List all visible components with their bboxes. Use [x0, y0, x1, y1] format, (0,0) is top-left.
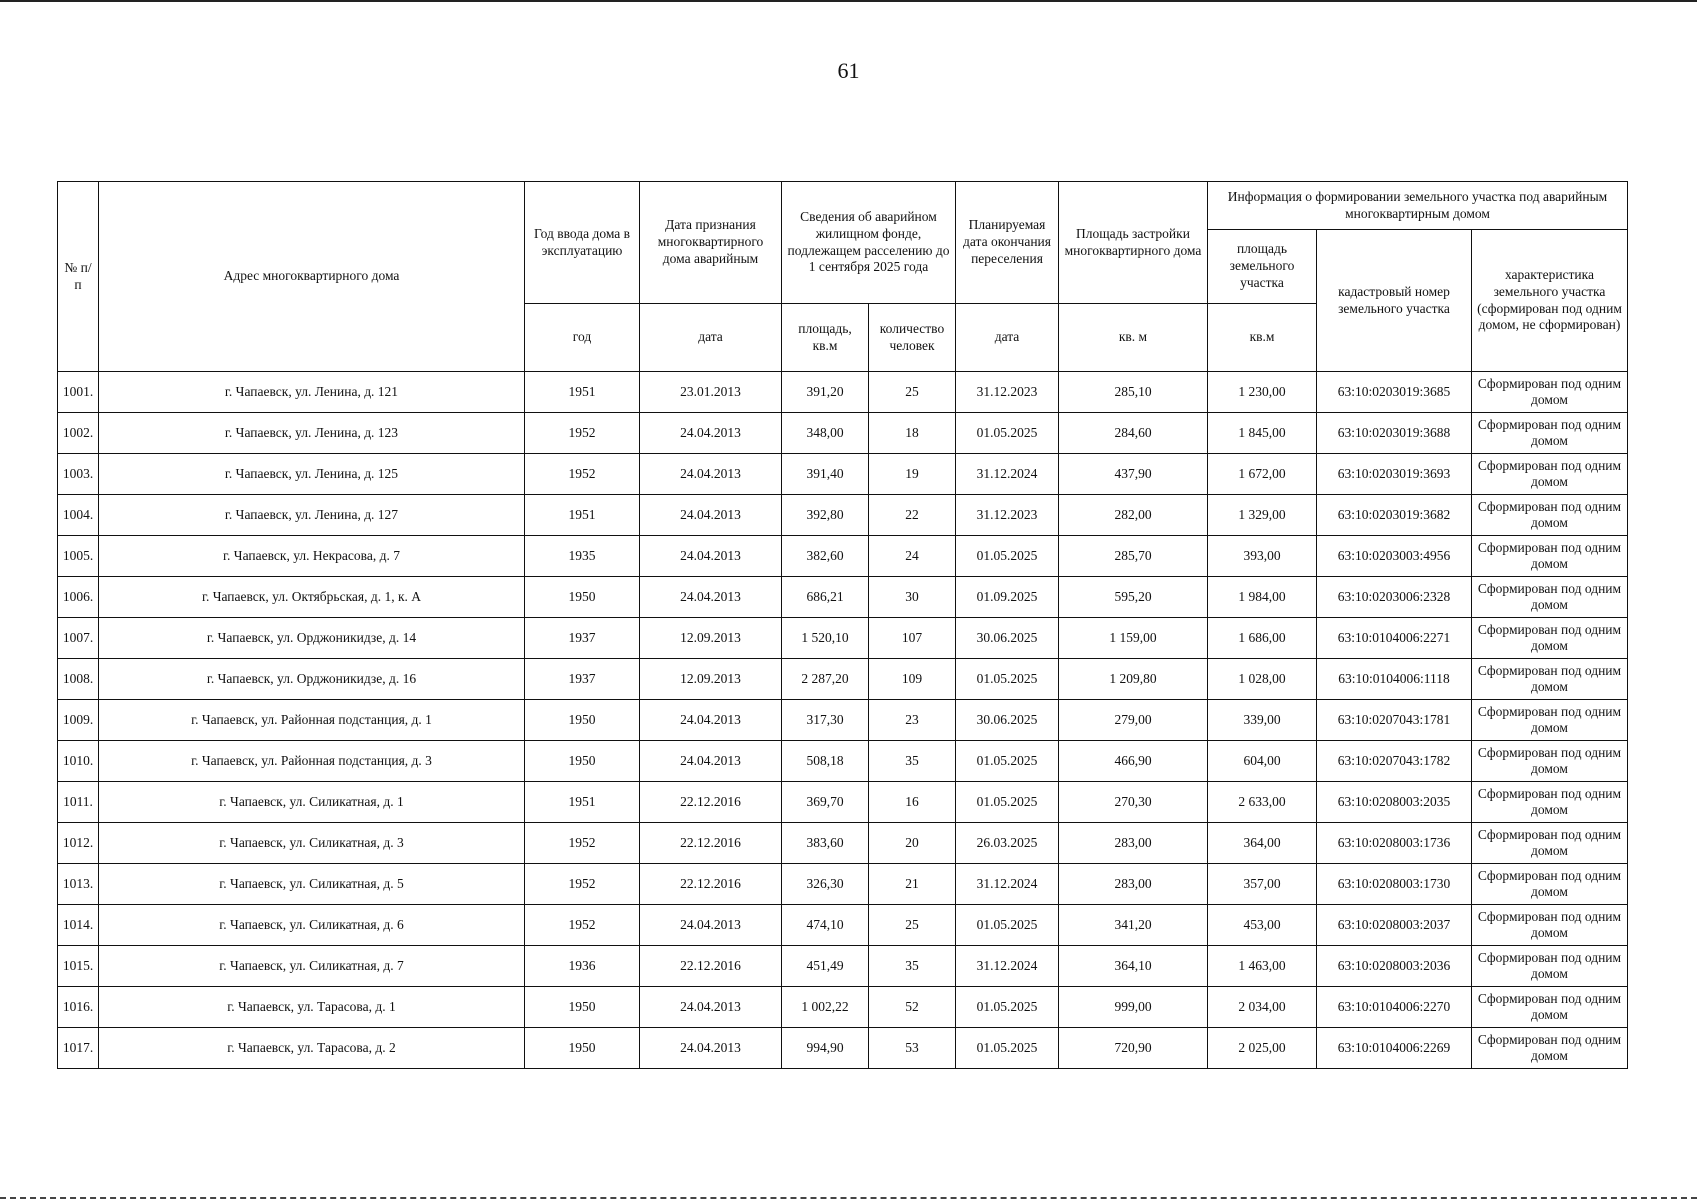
row-area: 474,10 — [782, 905, 869, 946]
header-address: Адрес многоквартирного дома — [99, 182, 525, 372]
unit-date: дата — [640, 304, 782, 372]
row-land-char: Сформирован под одним домом — [1472, 905, 1628, 946]
table-row — [58, 454, 1628, 495]
row-number: 1001. — [58, 372, 99, 413]
unit-built-area: кв. м — [1059, 304, 1208, 372]
row-land-area: 1 672,00 — [1208, 454, 1317, 495]
row-number: 1005. — [58, 536, 99, 577]
row-cadastral: 63:10:0203019:3682 — [1317, 495, 1472, 536]
row-cadastral: 63:10:0208003:2035 — [1317, 782, 1472, 823]
unit-planned-date: дата — [956, 304, 1059, 372]
row-area: 369,70 — [782, 782, 869, 823]
row-planned-date: 01.05.2025 — [956, 659, 1059, 700]
row-cadastral: 63:10:0203006:2328 — [1317, 577, 1472, 618]
row-land-area: 364,00 — [1208, 823, 1317, 864]
row-land-area: 2 633,00 — [1208, 782, 1317, 823]
row-built-area: 1 159,00 — [1059, 618, 1208, 659]
unit-people: количество человек — [869, 304, 956, 372]
row-planned-date: 01.05.2025 — [956, 905, 1059, 946]
table-row — [58, 1028, 1628, 1069]
row-cadastral: 63:10:0207043:1781 — [1317, 700, 1472, 741]
row-year: 1951 — [525, 782, 640, 823]
row-year: 1950 — [525, 741, 640, 782]
emergency-housing-table — [57, 181, 1628, 1069]
header-num: № п/п — [58, 182, 99, 372]
row-land-char: Сформирован под одним домом — [1472, 741, 1628, 782]
row-land-area: 1 230,00 — [1208, 372, 1317, 413]
row-built-area: 285,10 — [1059, 372, 1208, 413]
row-land-area: 453,00 — [1208, 905, 1317, 946]
row-people: 24 — [869, 536, 956, 577]
row-area: 392,80 — [782, 495, 869, 536]
row-built-area: 720,90 — [1059, 1028, 1208, 1069]
row-land-char: Сформирован под одним домом — [1472, 413, 1628, 454]
row-planned-date: 30.06.2025 — [956, 618, 1059, 659]
table-row — [58, 413, 1628, 454]
row-year: 1950 — [525, 1028, 640, 1069]
row-address: г. Чапаевск, ул. Ленина, д. 125 — [99, 454, 525, 495]
row-number: 1008. — [58, 659, 99, 700]
row-year: 1951 — [525, 495, 640, 536]
row-area: 1 002,22 — [782, 987, 869, 1028]
row-area: 451,49 — [782, 946, 869, 987]
row-land-char: Сформирован под одним домом — [1472, 987, 1628, 1028]
row-land-char: Сформирован под одним домом — [1472, 1028, 1628, 1069]
row-address: г. Чапаевск, ул. Октябрьская, д. 1, к. А — [99, 577, 525, 618]
row-land-char: Сформирован под одним домом — [1472, 577, 1628, 618]
header-land-char: характеристика земельного участка (сформирован под одним домом, не сформирован) — [1472, 230, 1628, 372]
row-year: 1950 — [525, 700, 640, 741]
table-row — [58, 864, 1628, 905]
row-area: 686,21 — [782, 577, 869, 618]
row-built-area: 341,20 — [1059, 905, 1208, 946]
row-cadastral: 63:10:0207043:1782 — [1317, 741, 1472, 782]
row-people: 109 — [869, 659, 956, 700]
row-cadastral: 63:10:0208003:1730 — [1317, 864, 1472, 905]
header-year: Год ввода дома в эксплуатацию — [525, 182, 640, 304]
row-address: г. Чапаевск, ул. Орджоникидзе, д. 16 — [99, 659, 525, 700]
table-row — [58, 659, 1628, 700]
row-cadastral: 63:10:0203019:3693 — [1317, 454, 1472, 495]
header-built-area: Площадь застройки многоквартирного дома — [1059, 182, 1208, 304]
row-recognized-date: 24.04.2013 — [640, 700, 782, 741]
row-area: 391,40 — [782, 454, 869, 495]
table-row — [58, 372, 1628, 413]
header-fund-info: Сведения об аварийном жилищном фонде, подлежащем расселению до 1 сентября 2025 года — [782, 182, 956, 304]
row-recognized-date: 22.12.2016 — [640, 946, 782, 987]
row-built-area: 364,10 — [1059, 946, 1208, 987]
row-built-area: 284,60 — [1059, 413, 1208, 454]
row-cadastral: 63:10:0203019:3685 — [1317, 372, 1472, 413]
row-built-area: 1 209,80 — [1059, 659, 1208, 700]
row-area: 348,00 — [782, 413, 869, 454]
row-built-area: 270,30 — [1059, 782, 1208, 823]
row-recognized-date: 22.12.2016 — [640, 864, 782, 905]
row-cadastral: 63:10:0208003:2037 — [1317, 905, 1472, 946]
row-land-area: 1 984,00 — [1208, 577, 1317, 618]
row-planned-date: 31.12.2023 — [956, 372, 1059, 413]
row-number: 1014. — [58, 905, 99, 946]
row-planned-date: 31.12.2024 — [956, 454, 1059, 495]
row-year: 1952 — [525, 864, 640, 905]
row-area: 382,60 — [782, 536, 869, 577]
row-land-char: Сформирован под одним домом — [1472, 372, 1628, 413]
table-row — [58, 495, 1628, 536]
row-number: 1002. — [58, 413, 99, 454]
row-land-char: Сформирован под одним домом — [1472, 823, 1628, 864]
row-planned-date: 01.05.2025 — [956, 413, 1059, 454]
unit-year: год — [525, 304, 640, 372]
row-address: г. Чапаевск, ул. Силикатная, д. 6 — [99, 905, 525, 946]
row-address: г. Чапаевск, ул. Силикатная, д. 1 — [99, 782, 525, 823]
row-year: 1950 — [525, 577, 640, 618]
row-area: 1 520,10 — [782, 618, 869, 659]
row-area: 994,90 — [782, 1028, 869, 1069]
row-address: г. Чапаевск, ул. Орджоникидзе, д. 14 — [99, 618, 525, 659]
row-year: 1937 — [525, 618, 640, 659]
row-recognized-date: 24.04.2013 — [640, 413, 782, 454]
row-people: 25 — [869, 905, 956, 946]
row-address: г. Чапаевск, ул. Силикатная, д. 7 — [99, 946, 525, 987]
top-border-line — [0, 0, 1697, 2]
row-people: 25 — [869, 372, 956, 413]
row-recognized-date: 24.04.2013 — [640, 495, 782, 536]
row-planned-date: 01.05.2025 — [956, 782, 1059, 823]
row-area: 391,20 — [782, 372, 869, 413]
row-people: 30 — [869, 577, 956, 618]
table-row — [58, 946, 1628, 987]
row-number: 1015. — [58, 946, 99, 987]
row-planned-date: 01.05.2025 — [956, 987, 1059, 1028]
row-address: г. Чапаевск, ул. Районная подстанция, д. 1 — [99, 700, 525, 741]
row-number: 1003. — [58, 454, 99, 495]
row-built-area: 282,00 — [1059, 495, 1208, 536]
row-built-area: 285,70 — [1059, 536, 1208, 577]
row-area: 326,30 — [782, 864, 869, 905]
row-cadastral: 63:10:0104006:2271 — [1317, 618, 1472, 659]
row-recognized-date: 24.04.2013 — [640, 577, 782, 618]
row-area: 317,30 — [782, 700, 869, 741]
row-cadastral: 63:10:0104006:2270 — [1317, 987, 1472, 1028]
row-number: 1010. — [58, 741, 99, 782]
row-address: г. Чапаевск, ул. Тарасова, д. 1 — [99, 987, 525, 1028]
row-year: 1951 — [525, 372, 640, 413]
row-land-char: Сформирован под одним домом — [1472, 946, 1628, 987]
page-number: 61 — [837, 58, 860, 83]
row-area: 383,60 — [782, 823, 869, 864]
row-planned-date: 30.06.2025 — [956, 700, 1059, 741]
row-people: 19 — [869, 454, 956, 495]
row-address: г. Чапаевск, ул. Ленина, д. 123 — [99, 413, 525, 454]
bottom-border-line — [0, 1197, 1697, 1199]
row-land-char: Сформирован под одним домом — [1472, 659, 1628, 700]
row-year: 1937 — [525, 659, 640, 700]
row-area: 2 287,20 — [782, 659, 869, 700]
row-land-area: 1 463,00 — [1208, 946, 1317, 987]
table-row — [58, 782, 1628, 823]
row-recognized-date: 24.04.2013 — [640, 536, 782, 577]
row-built-area: 466,90 — [1059, 741, 1208, 782]
row-area: 508,18 — [782, 741, 869, 782]
header-land-area: площадь земельного участка — [1208, 230, 1317, 304]
row-people: 23 — [869, 700, 956, 741]
row-built-area: 437,90 — [1059, 454, 1208, 495]
row-built-area: 283,00 — [1059, 864, 1208, 905]
row-cadastral: 63:10:0203003:4956 — [1317, 536, 1472, 577]
row-planned-date: 01.05.2025 — [956, 741, 1059, 782]
table-body — [58, 372, 1628, 1069]
row-cadastral: 63:10:0104006:1118 — [1317, 659, 1472, 700]
row-address: г. Чапаевск, ул. Некрасова, д. 7 — [99, 536, 525, 577]
row-cadastral: 63:10:0208003:2036 — [1317, 946, 1472, 987]
row-recognized-date: 24.04.2013 — [640, 1028, 782, 1069]
row-land-char: Сформирован под одним домом — [1472, 618, 1628, 659]
row-cadastral: 63:10:0203019:3688 — [1317, 413, 1472, 454]
row-people: 53 — [869, 1028, 956, 1069]
header-land-info: Информация о формировании земельного участка под аварийным многоквартирным домом — [1208, 182, 1628, 230]
row-recognized-date: 24.04.2013 — [640, 454, 782, 495]
row-number: 1009. — [58, 700, 99, 741]
row-built-area: 595,20 — [1059, 577, 1208, 618]
header-planned-date: Планируемая дата окончания переселения — [956, 182, 1059, 304]
row-number: 1017. — [58, 1028, 99, 1069]
unit-land-area: кв.м — [1208, 304, 1317, 372]
row-land-char: Сформирован под одним домом — [1472, 700, 1628, 741]
header-recognition-date: Дата признания многоквартирного дома аварийным — [640, 182, 782, 304]
table-row — [58, 823, 1628, 864]
row-land-area: 1 028,00 — [1208, 659, 1317, 700]
row-number: 1006. — [58, 577, 99, 618]
row-address: г. Чапаевск, ул. Силикатная, д. 5 — [99, 864, 525, 905]
row-land-area: 1 845,00 — [1208, 413, 1317, 454]
row-people: 35 — [869, 741, 956, 782]
row-land-char: Сформирован под одним домом — [1472, 536, 1628, 577]
row-year: 1950 — [525, 987, 640, 1028]
row-land-char: Сформирован под одним домом — [1472, 864, 1628, 905]
row-land-area: 1 686,00 — [1208, 618, 1317, 659]
row-people: 16 — [869, 782, 956, 823]
row-recognized-date: 24.04.2013 — [640, 741, 782, 782]
row-planned-date: 01.05.2025 — [956, 1028, 1059, 1069]
table-row — [58, 577, 1628, 618]
row-number: 1011. — [58, 782, 99, 823]
row-land-area: 357,00 — [1208, 864, 1317, 905]
row-number: 1004. — [58, 495, 99, 536]
row-cadastral: 63:10:0208003:1736 — [1317, 823, 1472, 864]
row-planned-date: 01.05.2025 — [956, 536, 1059, 577]
row-planned-date: 31.12.2024 — [956, 864, 1059, 905]
row-land-area: 2 034,00 — [1208, 987, 1317, 1028]
row-built-area: 279,00 — [1059, 700, 1208, 741]
row-address: г. Чапаевск, ул. Силикатная, д. 3 — [99, 823, 525, 864]
row-planned-date: 31.12.2023 — [956, 495, 1059, 536]
row-land-area: 2 025,00 — [1208, 1028, 1317, 1069]
row-number: 1013. — [58, 864, 99, 905]
row-people: 52 — [869, 987, 956, 1028]
row-built-area: 283,00 — [1059, 823, 1208, 864]
unit-area: площадь, кв.м — [782, 304, 869, 372]
table-row — [58, 700, 1628, 741]
row-built-area: 999,00 — [1059, 987, 1208, 1028]
row-people: 22 — [869, 495, 956, 536]
table-row — [58, 536, 1628, 577]
row-address: г. Чапаевск, ул. Районная подстанция, д. 3 — [99, 741, 525, 782]
row-land-char: Сформирован под одним домом — [1472, 782, 1628, 823]
header-cadastral: кадастровый номер земельного участка — [1317, 230, 1472, 372]
row-year: 1952 — [525, 823, 640, 864]
row-recognized-date: 24.04.2013 — [640, 905, 782, 946]
table-row — [58, 741, 1628, 782]
row-recognized-date: 22.12.2016 — [640, 823, 782, 864]
row-people: 20 — [869, 823, 956, 864]
row-land-char: Сформирован под одним домом — [1472, 495, 1628, 536]
row-people: 18 — [869, 413, 956, 454]
row-land-area: 1 329,00 — [1208, 495, 1317, 536]
row-recognized-date: 22.12.2016 — [640, 782, 782, 823]
row-year: 1952 — [525, 454, 640, 495]
row-year: 1952 — [525, 905, 640, 946]
row-address: г. Чапаевск, ул. Тарасова, д. 2 — [99, 1028, 525, 1069]
row-land-area: 393,00 — [1208, 536, 1317, 577]
row-planned-date: 26.03.2025 — [956, 823, 1059, 864]
table-row — [58, 987, 1628, 1028]
table-row — [58, 905, 1628, 946]
row-number: 1016. — [58, 987, 99, 1028]
row-land-char: Сформирован под одним домом — [1472, 454, 1628, 495]
row-planned-date: 01.09.2025 — [956, 577, 1059, 618]
row-number: 1012. — [58, 823, 99, 864]
row-people: 21 — [869, 864, 956, 905]
row-recognized-date: 23.01.2013 — [640, 372, 782, 413]
row-year: 1935 — [525, 536, 640, 577]
row-number: 1007. — [58, 618, 99, 659]
row-recognized-date: 12.09.2013 — [640, 659, 782, 700]
row-cadastral: 63:10:0104006:2269 — [1317, 1028, 1472, 1069]
row-year: 1952 — [525, 413, 640, 454]
row-people: 107 — [869, 618, 956, 659]
row-land-area: 339,00 — [1208, 700, 1317, 741]
table-row — [58, 618, 1628, 659]
row-address: г. Чапаевск, ул. Ленина, д. 127 — [99, 495, 525, 536]
row-recognized-date: 12.09.2013 — [640, 618, 782, 659]
row-land-area: 604,00 — [1208, 741, 1317, 782]
row-people: 35 — [869, 946, 956, 987]
row-planned-date: 31.12.2024 — [956, 946, 1059, 987]
row-year: 1936 — [525, 946, 640, 987]
row-address: г. Чапаевск, ул. Ленина, д. 121 — [99, 372, 525, 413]
row-recognized-date: 24.04.2013 — [640, 987, 782, 1028]
